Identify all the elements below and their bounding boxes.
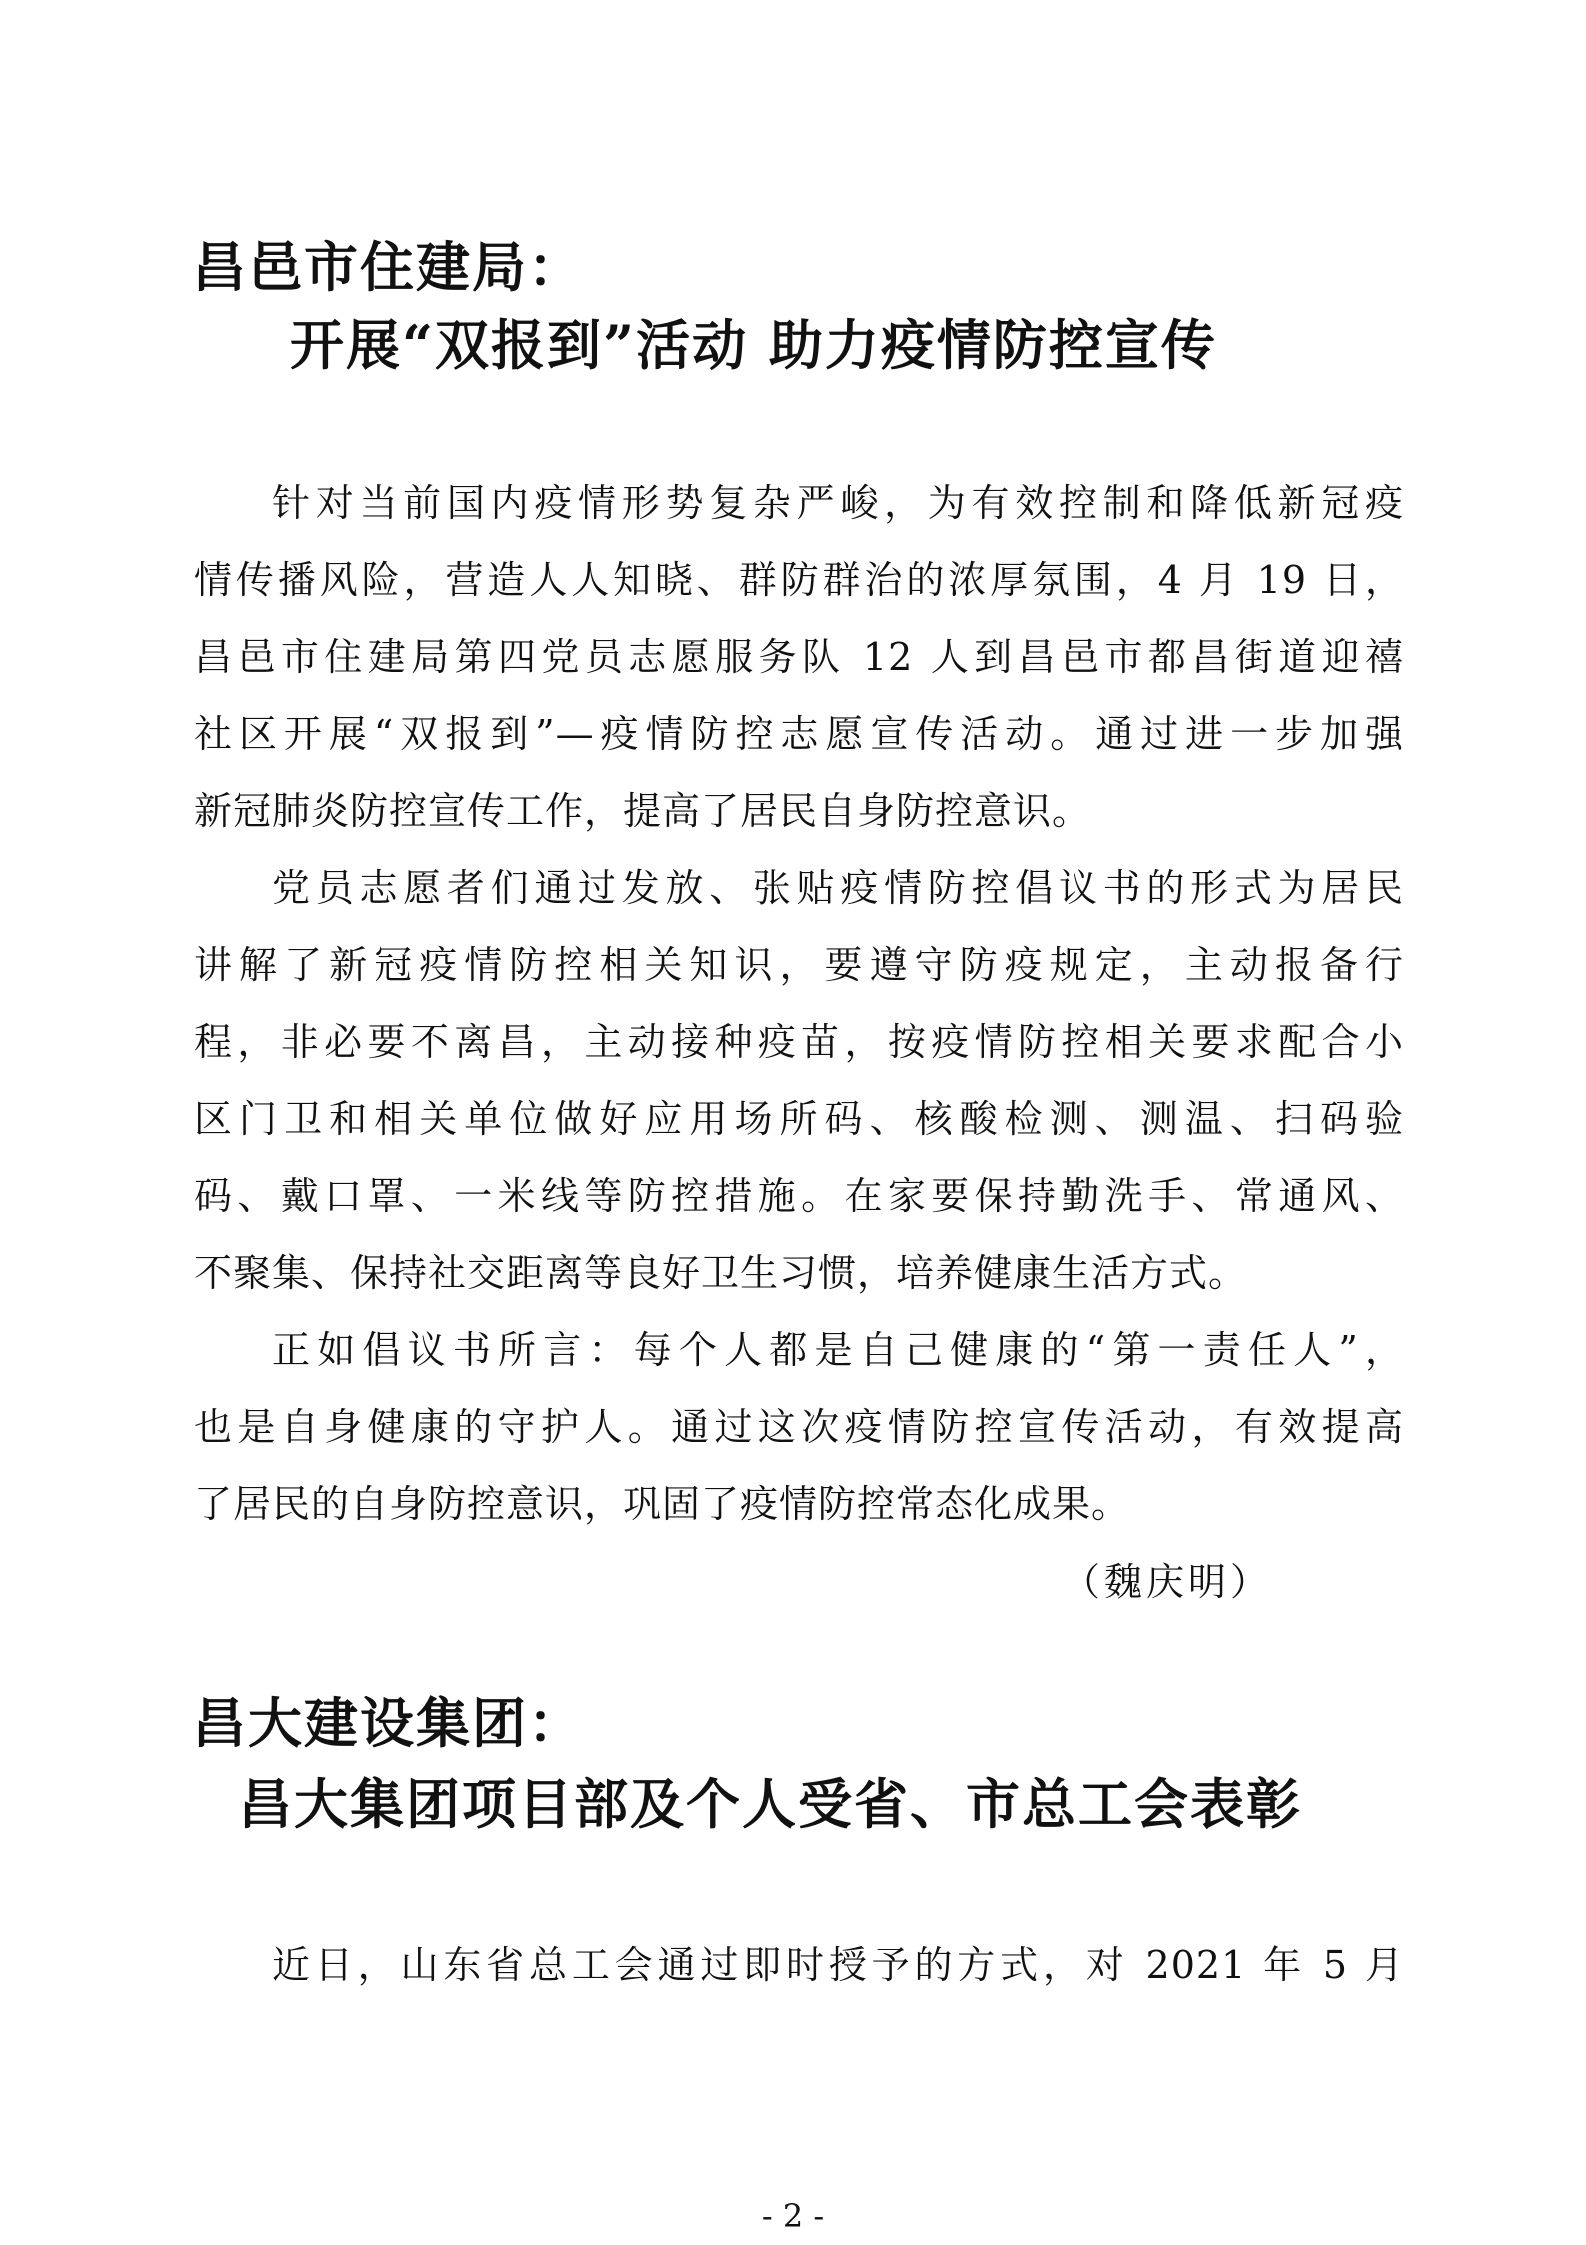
article1-org-heading: 昌邑市住建局： xyxy=(192,235,584,299)
article1-p1-line2: 情传播风险，营造人人知晓、群防群治的浓厚氛围，4 月 19 日， xyxy=(194,558,1404,602)
article1-p3-line2: 也是自身健康的守护人。通过这次疫情防控宣传活动，有效提高 xyxy=(194,1405,1404,1449)
article1-p1-line4: 社区开展“双报到”—疫情防控志愿宣传活动。通过进一步加强 xyxy=(194,712,1404,756)
article1-p2-line6: 不聚集、保持社交距离等良好卫生习惯，培养健康生活方式。 xyxy=(194,1251,1248,1295)
article1-p2-line5: 码、戴口罩、一米线等防控措施。在家要保持勤洗手、常通风、 xyxy=(194,1174,1404,1218)
article1-p1-line5: 新冠肺炎防控宣传工作，提高了居民自身防控意识。 xyxy=(194,789,1092,833)
article2-title: 昌大集团项目部及个人受省、市总工会表彰 xyxy=(238,1772,1302,1836)
article1-p1-line3: 昌邑市住建局第四党员志愿服务队 12 人到昌邑市都昌街道迎禧 xyxy=(194,635,1404,679)
article1-p2-line4: 区门卫和相关单位做好应用场所码、核酸检测、测温、扫码验 xyxy=(194,1097,1404,1141)
article1-p2-line1: 党员志愿者们通过发放、张贴疫情防控倡议书的形式为居民 xyxy=(272,866,1404,910)
article2-org-heading: 昌大建设集团： xyxy=(192,1691,584,1755)
article1-title: 开展“双报到”活动 助力疫情防控宣传 xyxy=(290,313,1217,377)
page-number: - 2 - xyxy=(761,2197,825,2235)
article1-p2-line2: 讲解了新冠疫情防控相关知识，要遵守防疫规定，主动报备行 xyxy=(194,943,1404,987)
article2-p1-line1: 近日，山东省总工会通过即时授予的方式，对 2021 年 5 月 xyxy=(272,1943,1404,1987)
article1-p3-line3: 了居民的自身防控意识，巩固了疫情防控常态化成果。 xyxy=(194,1482,1131,1526)
article1-p3-line1: 正如倡议书所言：每个人都是自己健康的“第一责任人”， xyxy=(272,1328,1404,1372)
article1-p2-line3: 程，非必要不离昌，主动接种疫苗，按疫情防控相关要求配合小 xyxy=(194,1020,1404,1064)
article1-p1-line1: 针对当前国内疫情形势复杂严峻，为有效控制和降低新冠疫 xyxy=(272,481,1404,525)
article1-author: （魏庆明） xyxy=(1062,1560,1273,1604)
